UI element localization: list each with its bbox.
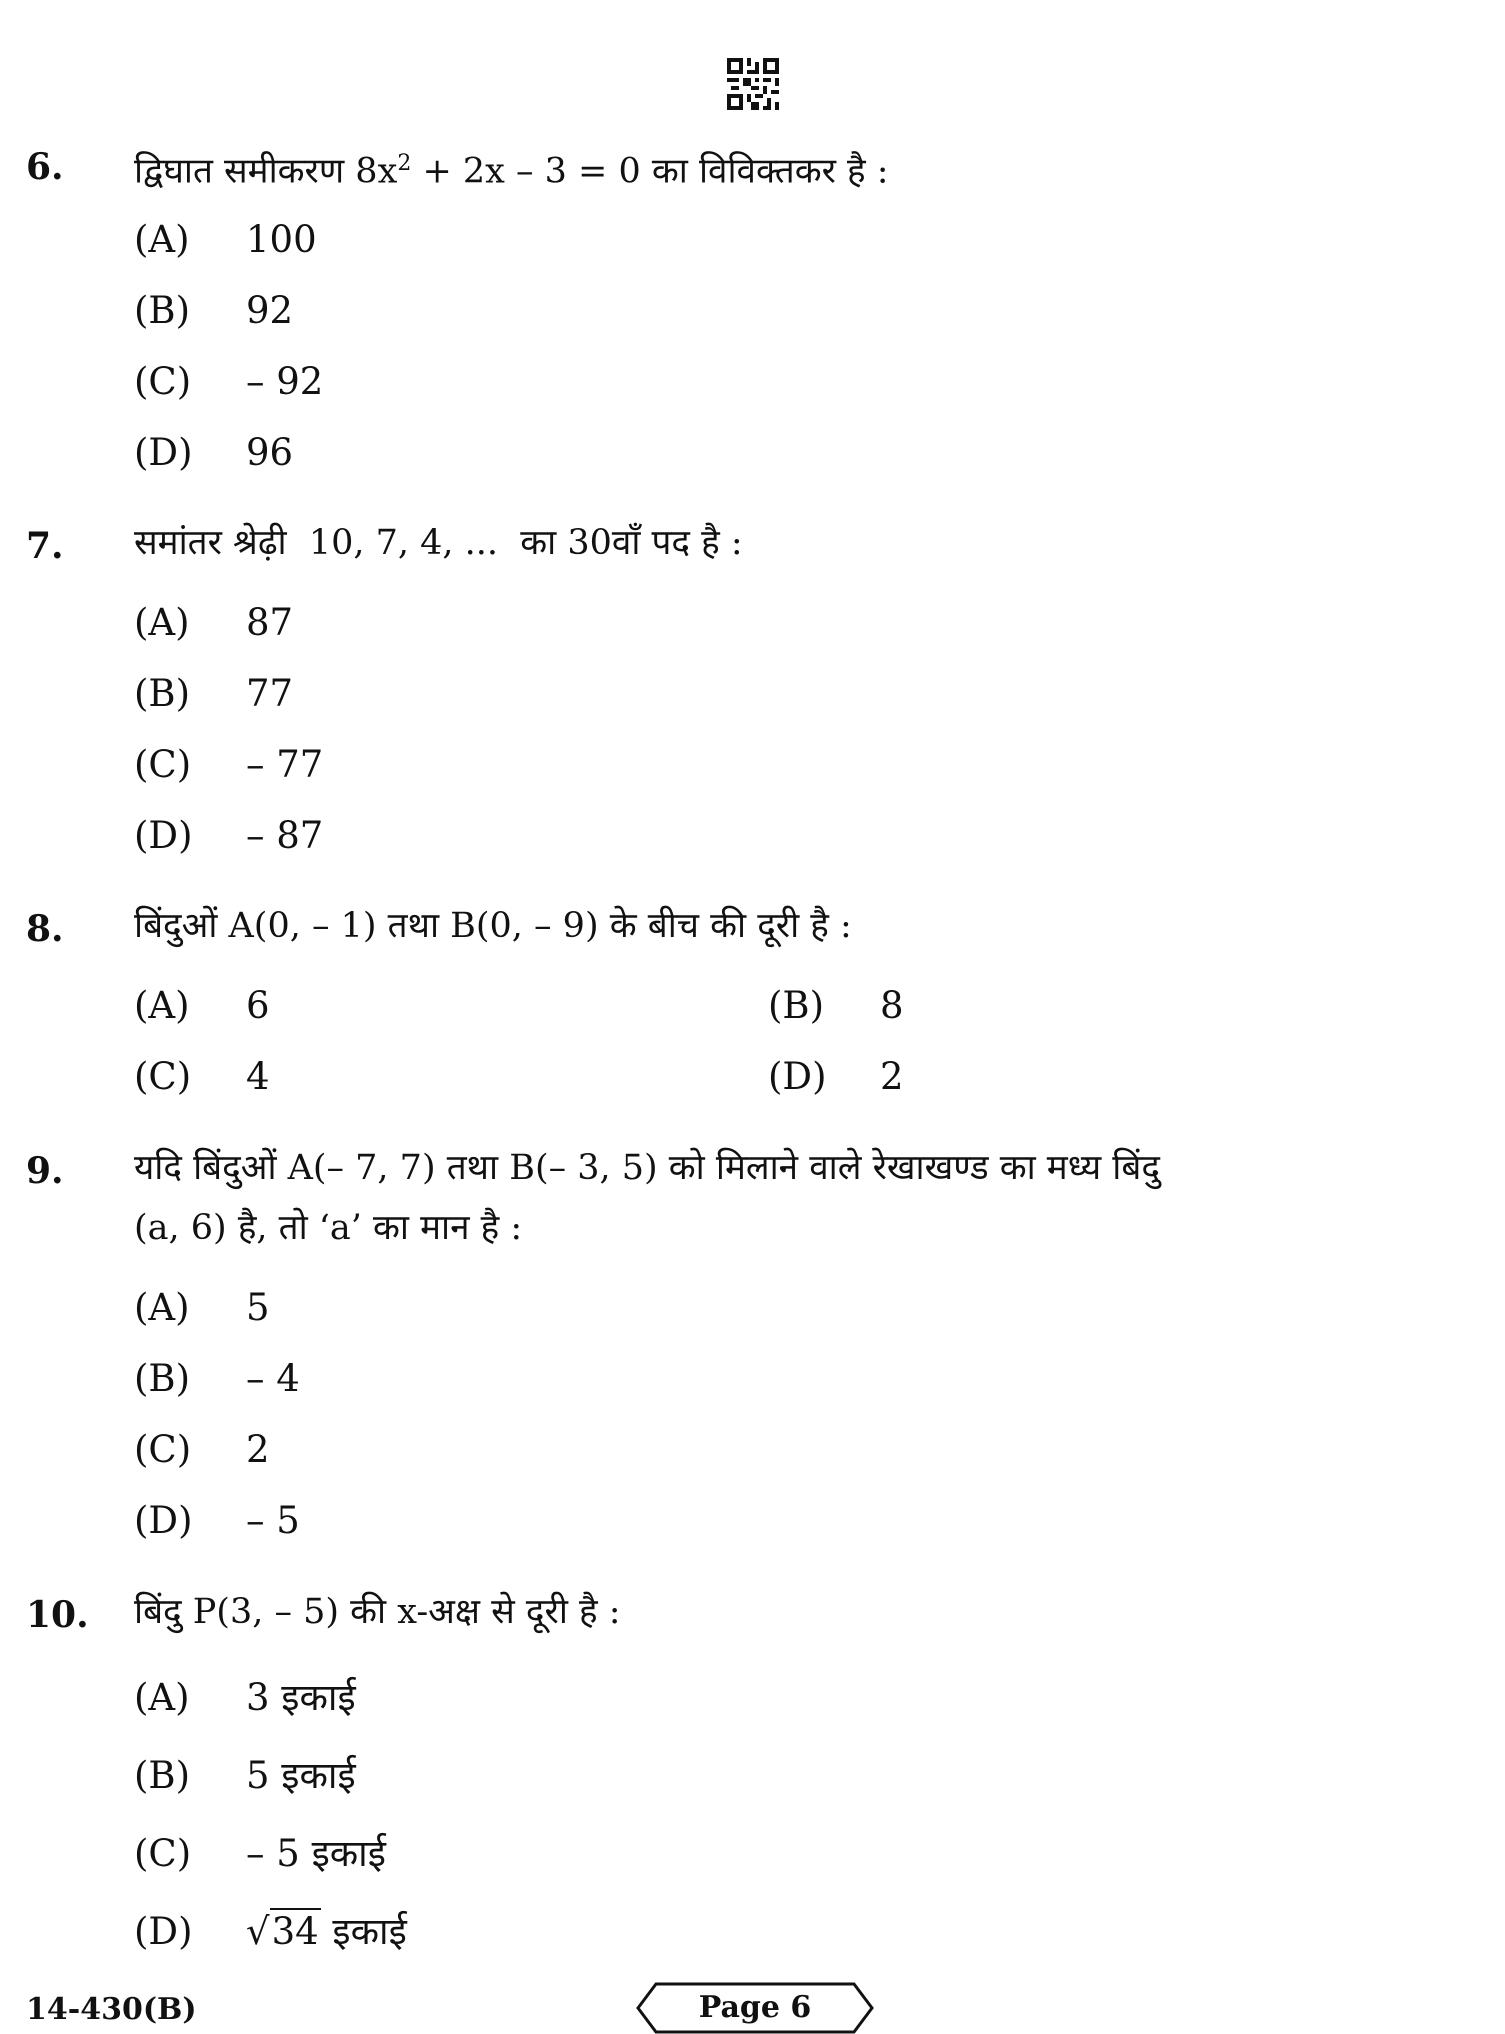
option-label: (A) bbox=[134, 984, 190, 1027]
question-text: बिंदुओं A(0, – 1) तथा B(0, – 9) के बीच की दूरी है : bbox=[134, 906, 852, 946]
option-label: (B) bbox=[134, 289, 191, 332]
page-label: Page 6 bbox=[698, 1990, 812, 2025]
option-label: (A) bbox=[134, 218, 190, 261]
question-text-line-2: (a, 6) है, तो ‘a’ का मान है : bbox=[134, 1208, 523, 1248]
question-text: बिंदु P(3, – 5) की x-अक्ष से दूरी है : bbox=[134, 1592, 621, 1632]
option-b[interactable] bbox=[134, 1748, 356, 1799]
square-root-icon: √34 bbox=[246, 1910, 319, 1953]
question-text-line-1: यदि बिंदुओं A(– 7, 7) तथा B(– 3, 5) को मिलाने वाले रेखाखण्ड का मध्य बिंदु bbox=[134, 1148, 1160, 1188]
option-label: (D) bbox=[134, 1499, 193, 1542]
question-text bbox=[134, 134, 889, 202]
option-value: 96 bbox=[246, 431, 294, 474]
question-number: 10. bbox=[26, 1594, 89, 1636]
option-label: (C) bbox=[134, 1832, 192, 1875]
option-value: – 4 bbox=[246, 1357, 300, 1400]
option-b[interactable] bbox=[134, 672, 293, 715]
option-label: (C) bbox=[134, 1428, 192, 1471]
question-number: 8. bbox=[26, 908, 64, 950]
qr-code-icon bbox=[727, 58, 779, 110]
question-text: समांतर श्रेढ़ी 10, 7, 4, ... का 30वाँ पद है : bbox=[134, 523, 743, 563]
question-number: 6. bbox=[26, 146, 64, 188]
option-value: 5 इकाई bbox=[246, 1754, 356, 1797]
option-b[interactable] bbox=[768, 984, 904, 1027]
option-b[interactable] bbox=[134, 1357, 300, 1400]
option-c[interactable] bbox=[134, 360, 323, 403]
radicand: 34 bbox=[271, 1910, 319, 1953]
option-label: (C) bbox=[134, 1055, 192, 1098]
option-label: (A) bbox=[134, 1286, 190, 1329]
question-text-part: + 2x – 3 = 0 का विविक्तकर है : bbox=[411, 151, 889, 192]
option-c[interactable] bbox=[134, 1826, 386, 1877]
option-value bbox=[246, 1904, 407, 1955]
option-label: (B) bbox=[134, 672, 191, 715]
option-d[interactable] bbox=[134, 1499, 300, 1542]
option-value: – 5 इकाई bbox=[246, 1832, 386, 1875]
option-label: (D) bbox=[768, 1055, 827, 1098]
option-a[interactable] bbox=[134, 601, 293, 644]
option-c[interactable] bbox=[134, 1055, 270, 1098]
option-label: (D) bbox=[134, 1910, 193, 1953]
option-value: – 77 bbox=[246, 743, 324, 786]
option-value: 6 bbox=[246, 984, 270, 1027]
option-a[interactable] bbox=[134, 984, 270, 1027]
option-d[interactable] bbox=[768, 1055, 904, 1098]
paper-code: 14-430(B) bbox=[26, 1992, 197, 2027]
option-value: 2 bbox=[246, 1428, 270, 1471]
option-label: (A) bbox=[134, 1676, 190, 1719]
question-number: 9. bbox=[26, 1150, 64, 1192]
option-value: – 5 bbox=[246, 1499, 300, 1542]
option-c[interactable] bbox=[134, 743, 323, 786]
option-label: (C) bbox=[134, 360, 192, 403]
option-value: 5 bbox=[246, 1286, 270, 1329]
option-label: (B) bbox=[134, 1754, 191, 1797]
option-label: (D) bbox=[134, 431, 193, 474]
option-label: (A) bbox=[134, 601, 190, 644]
option-value: 100 bbox=[246, 218, 317, 261]
option-d[interactable] bbox=[134, 814, 323, 857]
option-value: 2 bbox=[880, 1055, 904, 1098]
option-a[interactable] bbox=[134, 1670, 356, 1721]
option-value: – 92 bbox=[246, 360, 324, 403]
option-value: 77 bbox=[246, 672, 294, 715]
option-d[interactable] bbox=[134, 431, 293, 474]
page-number-badge bbox=[636, 1982, 874, 2034]
option-label: (D) bbox=[134, 814, 193, 857]
option-c[interactable] bbox=[134, 1428, 270, 1471]
option-a[interactable] bbox=[134, 218, 317, 261]
option-value: – 87 bbox=[246, 814, 324, 857]
exponent: 2 bbox=[397, 151, 412, 176]
option-b[interactable] bbox=[134, 289, 293, 332]
option-value: 8 bbox=[880, 984, 904, 1027]
option-a[interactable] bbox=[134, 1286, 270, 1329]
option-label: (B) bbox=[768, 984, 825, 1027]
option-label: (C) bbox=[134, 743, 192, 786]
option-value: 4 bbox=[246, 1055, 270, 1098]
option-value: 3 इकाई bbox=[246, 1676, 356, 1719]
question-text-part: द्विघात समीकरण 8x bbox=[134, 151, 398, 192]
option-d[interactable] bbox=[134, 1904, 407, 1955]
option-value: 87 bbox=[246, 601, 294, 644]
option-value: 92 bbox=[246, 289, 294, 332]
option-label: (B) bbox=[134, 1357, 191, 1400]
option-unit: इकाई bbox=[320, 1910, 407, 1953]
question-number: 7. bbox=[26, 525, 64, 567]
